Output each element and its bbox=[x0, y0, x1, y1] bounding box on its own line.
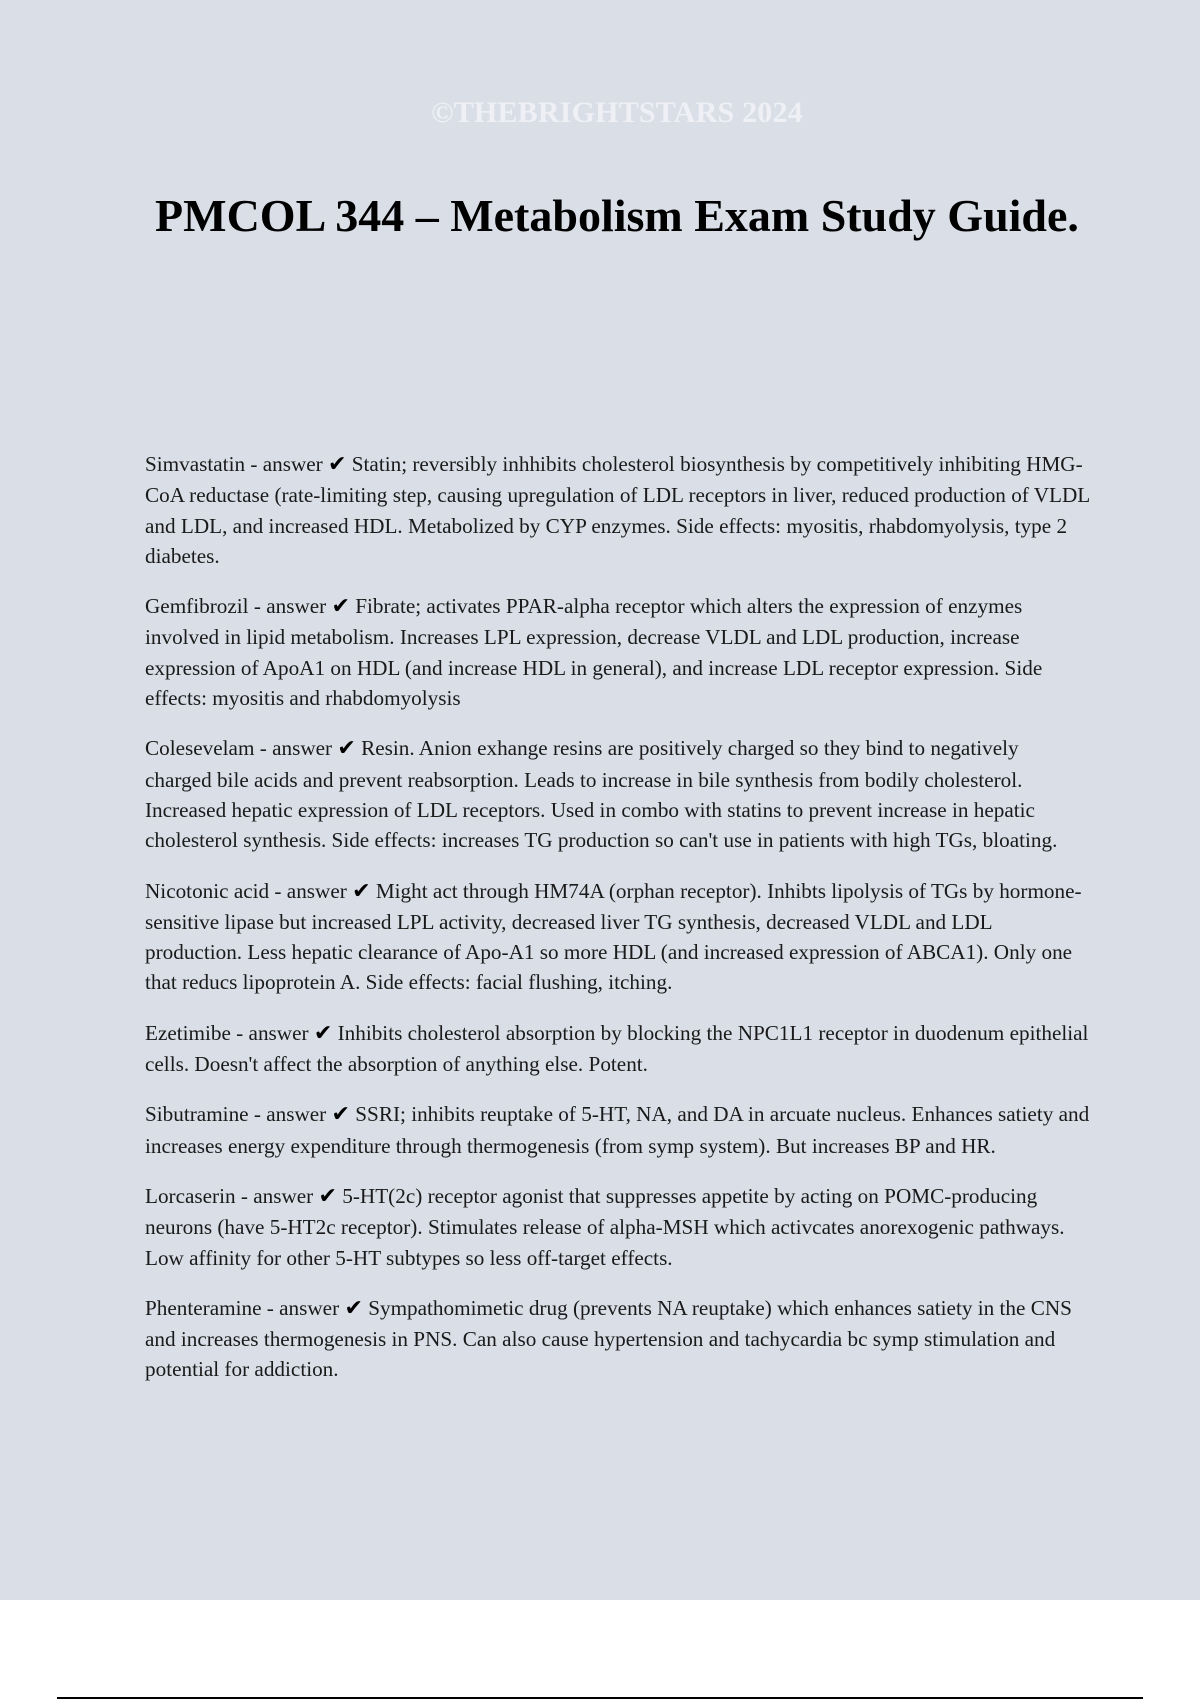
entry-definition: SSRI; inhibits reuptake of 5-HT, NA, and DA in arcuate nucleus. Enhances satiety and increases energy expenditure through thermogenesis (from symp system). But increases BP and HR. bbox=[145, 1102, 1090, 1158]
entry-definition: 5-HT(2c) receptor agonist that suppresses appetite by acting on POMC-producing neurons (have 5-HT2c receptor). Stimulates release of alpha-MSH which activcates anorexogenic pathways. Low affinity for other 5-HT subtypes so less off-target effects. bbox=[145, 1183, 1065, 1270]
list-item bbox=[145, 876, 1090, 998]
entry-term: Lorcaserin - answer bbox=[145, 1183, 314, 1208]
page-title: PMCOL 344 – Metabolism Exam Study Guide. bbox=[155, 190, 1079, 241]
watermark: ©THEBRIGHTSTARS 2024 bbox=[431, 96, 803, 129]
entry-term: Nicotonic acid - answer bbox=[145, 878, 347, 903]
entry-definition: Might act through HM74A (orphan receptor). Inhibts lipolysis of TGs by hormone-sensitive lipase but increased LPL activity, decreased liver TG synthesis, decreased VLDL and LDL production. Less hepatic clearance of Apo-A1 so more HDL (and increased expression of ABCA1). Only one that reducs lipoprotein A. Side effects: facial flushing, itching. bbox=[145, 878, 1082, 995]
entry-definition: Sympathomimetic drug (prevents NA reuptake) which enhances satiety in the CNS and increases thermogenesis in PNS. Can also cause hypertension and tachycardia bc symp stimulation and potential for addiction. bbox=[145, 1295, 1072, 1382]
entry-term: Simvastatin - answer bbox=[145, 452, 323, 476]
entry-list bbox=[145, 449, 1090, 1405]
checkmark-icon: ✔ bbox=[352, 878, 371, 904]
checkmark-icon: ✔ bbox=[328, 452, 347, 477]
checkmark-icon: ✔ bbox=[337, 736, 356, 762]
entry-definition: Inhibits cholesterol absorption by blocking the NPC1L1 receptor in duodenum epithelial cells. Doesn't affect the absorption of anything else. Potent. bbox=[145, 1020, 1089, 1077]
checkmark-icon: ✔ bbox=[331, 1102, 350, 1128]
entry-term: Ezetimibe - answer bbox=[145, 1020, 309, 1045]
entry-term: Phenteramine - answer bbox=[145, 1295, 340, 1320]
entry-definition: Statin; reversibly inhhibits cholesterol biosynthesis by competitively inhibiting HMG-CoA reductase (rate-limiting step, causing upregulation of LDL receptors in liver, reduced production of VLDL and LDL, and increased HDL. Metabolized by CYP enzymes. Side effects: myositis, rhabdomyolysis, type 2 diabetes. bbox=[145, 452, 1090, 568]
footer-divider bbox=[57, 1697, 1143, 1699]
checkmark-icon: ✔ bbox=[331, 594, 350, 620]
entry-term: Gemfibrozil - answer bbox=[145, 594, 327, 619]
entry-term: Sibutramine - answer bbox=[145, 1102, 327, 1127]
list-item bbox=[145, 733, 1090, 855]
list-item bbox=[145, 1099, 1090, 1161]
checkmark-icon: ✔ bbox=[313, 1020, 333, 1046]
checkmark-icon: ✔ bbox=[318, 1183, 337, 1209]
entry-definition: Resin. Anion exhange resins are positively charged so they bind to negatively charged bile acids and prevent reabsorption. Leads to increase in bile synthesis from bodily cholesterol. Increased hepatic expression of LDL receptors. Used in combo with statins to prevent increase in hepatic cholesterol synthesis. Side effects: increases TG production so can't use in patients with high TGs, bloating. bbox=[145, 736, 1058, 853]
list-item bbox=[145, 1018, 1090, 1080]
list-item bbox=[145, 591, 1090, 713]
list-item bbox=[145, 1181, 1090, 1273]
entry-term: Colesevelam - answer bbox=[145, 736, 333, 761]
list-item bbox=[145, 1293, 1090, 1385]
checkmark-icon: ✔ bbox=[344, 1295, 363, 1321]
list-item bbox=[145, 449, 1090, 571]
entry-definition: Fibrate; activates PPAR-alpha receptor which alters the expression of enzymes involved in lipid metabolism. Increases LPL expression, decrease VLDL and LDL production, increase expression of ApoA1 on HDL (and increase HDL in general), and increase LDL receptor expression. Side effects: myositis and rhabdomyolysis bbox=[145, 594, 1043, 711]
